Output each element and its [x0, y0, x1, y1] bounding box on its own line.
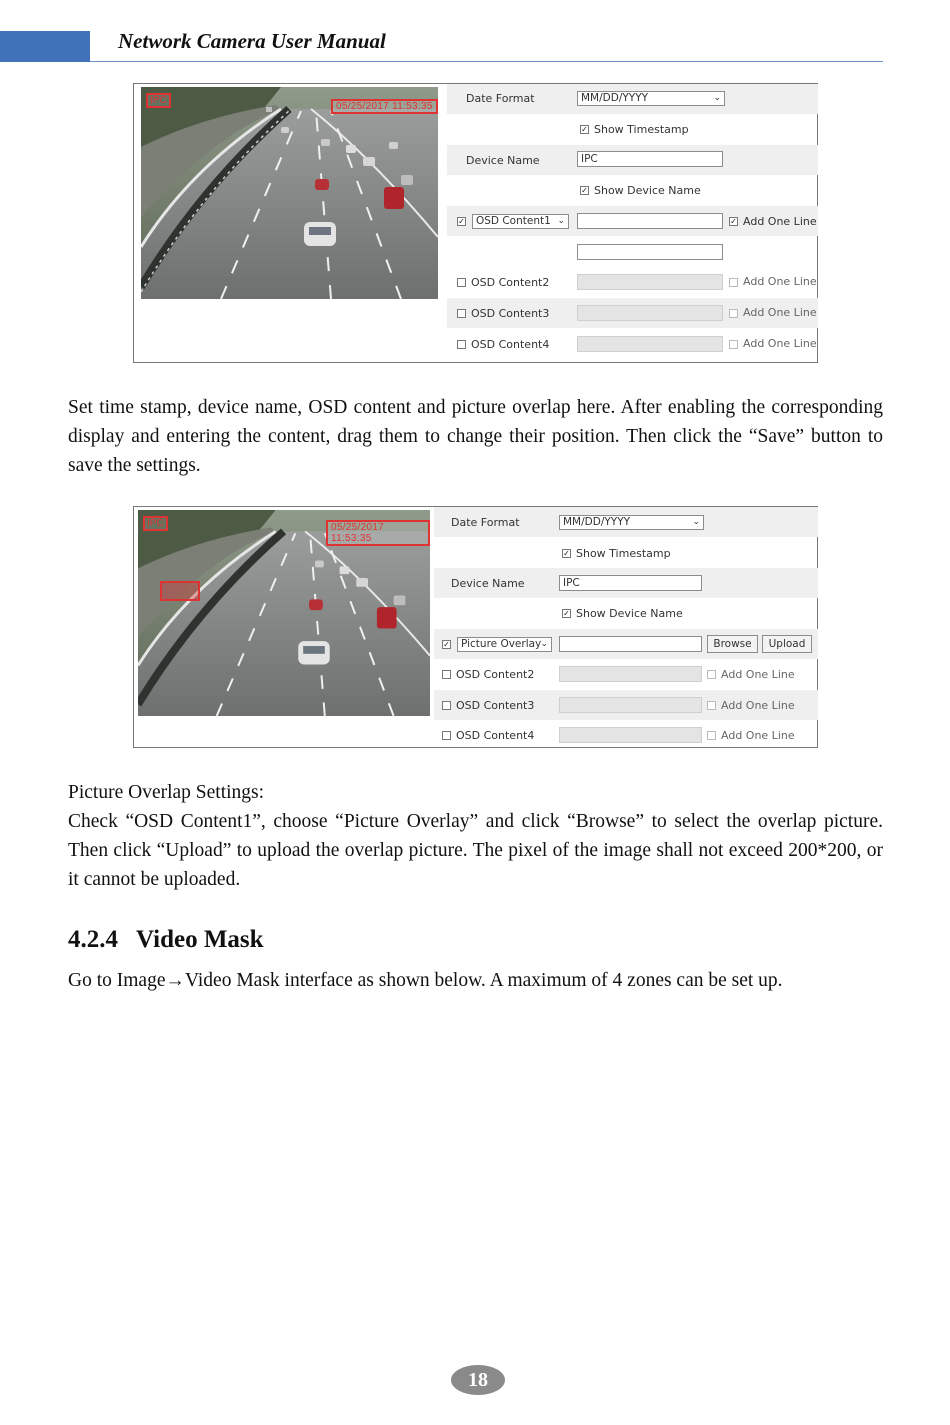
camera-preview	[138, 510, 430, 716]
osd-content4-input[interactable]	[577, 336, 723, 352]
highway-image	[141, 87, 438, 299]
screenshot-osd-settings	[133, 83, 818, 363]
osd-content3-label: OSD Content3	[456, 699, 535, 712]
osd-timestamp-box[interactable]: 05/25/2017 11:53:35	[331, 99, 438, 114]
osd-settings-form	[447, 84, 818, 362]
body-paragraph: Set time stamp, device name, OSD content and picture overlap here. After enabling the corresponding display and entering the content, drag them to change their position. Then click the “Save” button to save the settings.	[68, 397, 883, 476]
header-rule	[90, 61, 883, 62]
osd-content-type-select[interactable]: Picture Overlay ⌄	[457, 637, 552, 652]
osd-content3-checkbox[interactable]	[442, 701, 451, 710]
screenshot-picture-overlay	[133, 506, 818, 748]
osd-content2-input[interactable]	[559, 666, 702, 682]
osd-timestamp-box[interactable]: 05/25/2017 11:53:35	[326, 520, 430, 546]
add-one-line-checkbox[interactable]	[729, 278, 738, 287]
show-device-name-checkbox[interactable]: ✓	[581, 186, 588, 195]
osd-content4-checkbox[interactable]	[457, 340, 466, 349]
add-one-line-checkbox[interactable]	[707, 670, 716, 679]
add-one-line-label: Add One Line	[743, 275, 817, 288]
show-device-name-label: Show Device Name	[576, 607, 683, 620]
page-number: 18	[451, 1365, 505, 1395]
osd-content1-checkbox[interactable]: ✓	[458, 217, 465, 226]
device-name-label: Device Name	[451, 577, 525, 590]
browse-button[interactable]: Browse	[707, 635, 758, 653]
add-one-line-label: Add One Line	[743, 306, 817, 319]
osd-content4-input[interactable]	[559, 727, 702, 743]
osd-content2-input[interactable]	[577, 274, 723, 290]
osd-content1-line2-input[interactable]	[577, 244, 723, 260]
upload-button[interactable]: Upload	[762, 635, 812, 653]
show-timestamp-checkbox[interactable]: ✓	[581, 125, 588, 134]
osd-content4-label: OSD Content4	[471, 338, 550, 351]
add-one-line-checkbox[interactable]	[729, 309, 738, 318]
osd-content-type-select[interactable]: OSD Content1 ⌄	[472, 214, 569, 229]
picture-overlay-box[interactable]	[160, 581, 200, 601]
date-format-select[interactable]: MM/DD/YYYY ⌄	[577, 91, 725, 106]
add-one-line-checkbox[interactable]	[707, 701, 716, 710]
add-one-line-checkbox[interactable]	[707, 731, 716, 740]
date-format-select[interactable]: MM/DD/YYYY ⌄	[559, 515, 704, 530]
chevron-down-icon: ⌄	[540, 639, 548, 649]
device-name-input[interactable]: IPC	[577, 151, 723, 167]
document-title: Network Camera User Manual	[118, 29, 386, 53]
add-one-line-checkbox[interactable]: ✓	[730, 217, 737, 226]
add-one-line-label: Add One Line	[721, 699, 795, 712]
osd-content1-checkbox[interactable]: ✓	[443, 640, 450, 649]
picture-overlay-form	[434, 507, 818, 747]
osd-device-name-box[interactable]: IPC	[143, 516, 168, 531]
osd-content4-checkbox[interactable]	[442, 731, 451, 740]
osd-content3-input[interactable]	[559, 697, 702, 713]
add-one-line-label: Add One Line	[721, 668, 795, 681]
osd-content3-input[interactable]	[577, 305, 723, 321]
device-name-input[interactable]: IPC	[559, 575, 702, 591]
paragraph-heading: Picture Overlap Settings:	[68, 782, 265, 803]
osd-content1-input[interactable]	[577, 213, 723, 229]
header-accent-bar	[0, 31, 90, 62]
chevron-down-icon: ⌄	[692, 517, 700, 527]
date-format-label: Date Format	[466, 92, 535, 105]
add-one-line-label: Add One Line	[721, 729, 795, 742]
osd-content3-label: OSD Content3	[471, 307, 550, 320]
show-device-name-checkbox[interactable]: ✓	[563, 609, 570, 618]
osd-content2-label: OSD Content2	[471, 276, 550, 289]
show-timestamp-label: Show Timestamp	[594, 123, 689, 136]
osd-device-name-box[interactable]: IPC	[146, 93, 171, 108]
osd-content4-label: OSD Content4	[456, 729, 535, 742]
date-format-label: Date Format	[451, 516, 520, 529]
overlay-file-input[interactable]	[559, 636, 702, 652]
add-one-line-label: Add One Line	[743, 337, 817, 350]
video-mask-paragraph: Go to Image→Video Mask interface as shown below. A maximum of 4 zones can be set up.	[68, 970, 783, 991]
picture-overlap-paragraph: Picture Overlap Settings: Check “OSD Content1”, choose “Picture Overlay” and click “Browse” to select the overlap picture. Then click “Upload” to upload the overlap picture. The pixel of the image shall not exceed 200*200, or it cannot be uploaded.	[68, 778, 883, 894]
show-timestamp-checkbox[interactable]: ✓	[563, 549, 570, 558]
device-name-label: Device Name	[466, 154, 540, 167]
show-timestamp-label: Show Timestamp	[576, 547, 671, 560]
show-device-name-label: Show Device Name	[594, 184, 701, 197]
section-number: 4.2.4	[68, 926, 118, 953]
camera-preview	[141, 87, 438, 299]
chevron-down-icon: ⌄	[557, 216, 565, 226]
section-heading	[68, 926, 264, 954]
osd-content2-checkbox[interactable]	[442, 670, 451, 679]
section-title: Video Mask	[136, 926, 264, 953]
chevron-down-icon: ⌄	[713, 93, 721, 103]
add-one-line-checkbox[interactable]	[729, 340, 738, 349]
osd-content2-label: OSD Content2	[456, 668, 535, 681]
osd-content3-checkbox[interactable]	[457, 309, 466, 318]
osd-content2-checkbox[interactable]	[457, 278, 466, 287]
add-one-line-label: Add One Line	[743, 215, 817, 228]
